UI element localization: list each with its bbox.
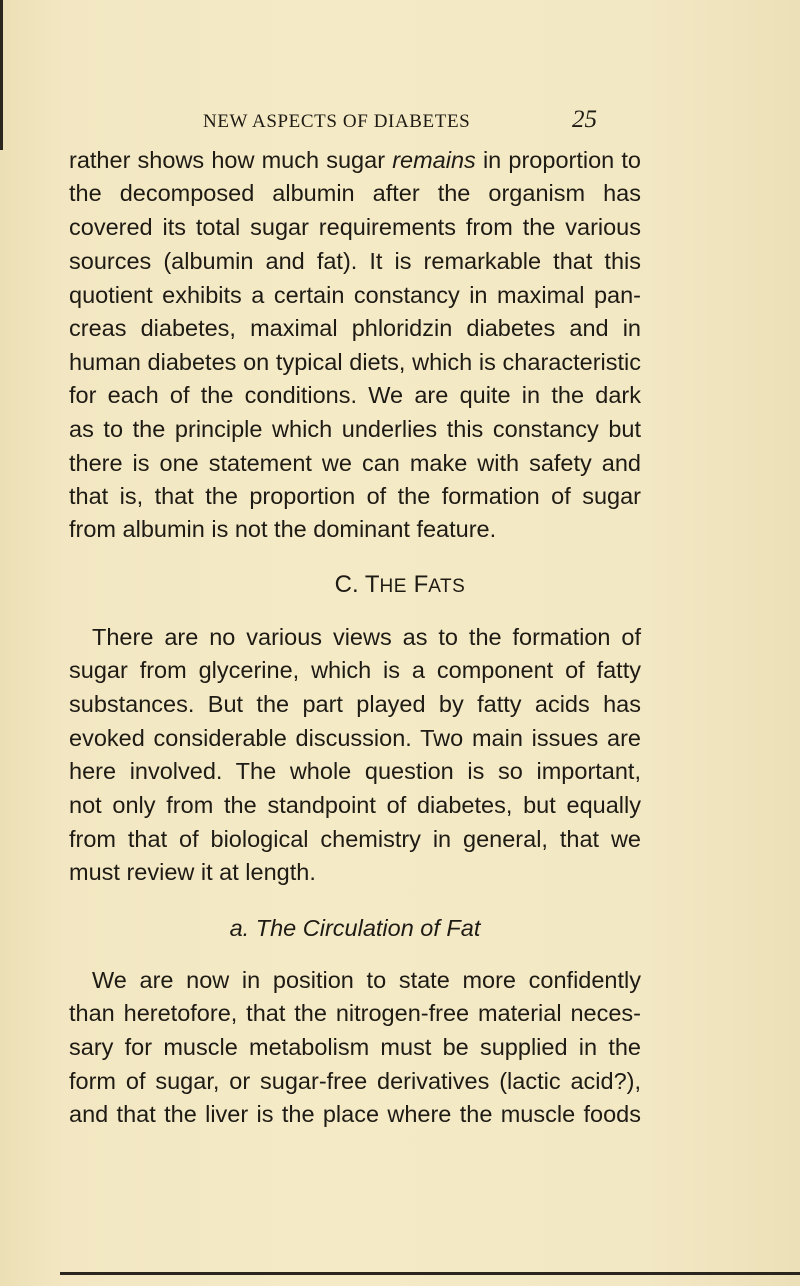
running-head: NEW ASPECTS OF DIABETES	[203, 111, 471, 132]
subsection-heading: a. The Circulation of Fat	[229, 915, 481, 941]
text-line	[69, 145, 641, 175]
heading-smallcaps: ATS	[428, 576, 466, 597]
text-line: and that the liver is the place where the muscle foods	[69, 1101, 641, 1127]
text-line: There are no various views as to the formation of	[92, 624, 641, 650]
text-line: creas diabetes, maximal phloridzin diabetes and in	[69, 315, 641, 341]
page-number: 25	[572, 106, 597, 133]
text-span: in proportion to	[475, 147, 641, 173]
text-line: human diabetes on typical diets, which is characteristic	[69, 349, 641, 375]
emphasis-text: remains	[392, 147, 476, 173]
heading-initial: F	[413, 571, 429, 598]
text-line: sary for muscle metabolism must be supplied in the	[69, 1034, 641, 1060]
text-line: sugar from glycerine, which is a component of fatty	[69, 657, 641, 683]
text-line: form of sugar, or sugar-free derivatives (lactic acid?),	[69, 1068, 641, 1094]
page-header	[0, 106, 800, 136]
heading-initial: T	[364, 571, 380, 598]
text-line: for each of the conditions. We are quite in the dark	[69, 382, 641, 408]
text-span: rather shows how much sugar	[69, 147, 393, 173]
text-line: that is, that the proportion of the formation of sugar	[69, 483, 641, 509]
text-line: must review it at length.	[69, 859, 316, 885]
text-line: substances. But the part played by fatty acids has	[69, 691, 641, 717]
text-line: the decomposed albumin after the organism has	[69, 180, 641, 206]
text-line: there is one statement we can make with safety and	[69, 450, 641, 476]
text-line: We are now in position to state more confidently	[92, 967, 641, 993]
text-line: sources (albumin and fat). It is remarkable that this	[69, 248, 641, 274]
bottom-border	[60, 1272, 800, 1275]
text-line: than heretofore, that the nitrogen-free material neces-	[69, 1000, 641, 1026]
section-label: C.	[334, 571, 359, 598]
text-line: from albumin is not the dominant feature.	[69, 516, 497, 542]
text-line: here involved. The whole question is so important,	[69, 758, 641, 784]
section-heading	[0, 570, 800, 602]
text-line: not only from the standpoint of diabetes, but equally	[69, 792, 641, 818]
text-line: quotient exhibits a certain constancy in maximal pan-	[69, 282, 641, 308]
text-line: covered its total sugar requirements from the various	[69, 214, 641, 240]
heading-smallcaps: HE	[379, 576, 407, 597]
text-line: evoked considerable discussion. Two main issues are	[69, 725, 641, 751]
text-line: from that of biological chemistry in general, that we	[69, 826, 641, 852]
text-line: as to the principle which underlies this constancy but	[69, 416, 641, 442]
